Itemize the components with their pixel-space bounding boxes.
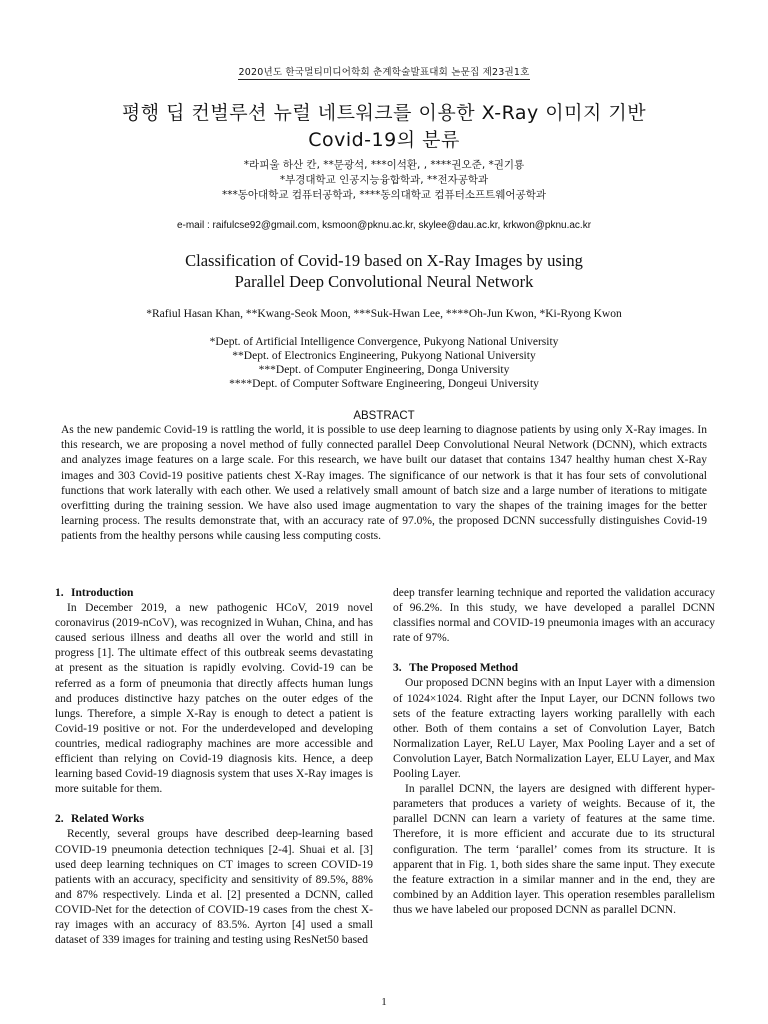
- affiliation-1: *Dept. of Artificial Intelligence Convergence, Pukyong National University: [209, 336, 559, 348]
- korean-affiliation-2: ***동아대학교 컴퓨터공학과, ****동의대학교 컴퓨터소프트웨어공학과: [222, 189, 546, 201]
- affiliation-4: ****Dept. of Computer Software Engineering, Dongeui University: [229, 378, 539, 390]
- left-column: [55, 586, 373, 948]
- running-head: [0, 64, 768, 78]
- section-title: Introduction: [71, 587, 134, 599]
- affiliation-3: ***Dept. of Computer Engineering, Donga University: [258, 364, 510, 376]
- english-authors: *Rafiul Hasan Khan, **Kwang-Seok Moon, ***Suk-Hwan Lee, ****Oh-Jun Kwon, *Ki-Ryong Kwon: [146, 308, 622, 320]
- section-number: 1.: [55, 587, 64, 599]
- section-heading-related-works: [55, 812, 373, 827]
- affiliation-2: **Dept. of Electronics Engineering, Pukyong National University: [232, 350, 536, 362]
- korean-authors-block: [0, 158, 768, 203]
- page-number: 1: [381, 996, 387, 1008]
- introduction-paragraph: In December 2019, a new pathogenic HCoV, 2019 novel coronavirus (2019-nCoV), was recognized in Wuhan, China, and has caused serious illness and deaths all over the world and still in progress [1]. The ultimate effect of this outbreak seems devastating at present as the situation is rapidly evolving. Covid-19 can be referred as a form of pneumonia that directly affects human lungs and produces distinctive hazy patches on the outer edges of the lungs. Therefore, a simple X-Ray is enough to detect a patient is Covid-19 positive or not. For the underdeveloped and developing countries, medical radiography machines are more accessible and efficient than relying on Covid-19 diagnosis kits. Hence, a deep learning based Covid-19 diagnosis system that uses X-Ray images is more suitable for them.: [55, 602, 373, 796]
- section-title: Related Works: [71, 813, 144, 826]
- korean-title-line-2: Covid-19의 분류: [308, 129, 460, 151]
- korean-author-names: *라피울 하산 칸, **문광석, ***이석환, , ****권오준, *권기룡: [243, 159, 525, 171]
- proposed-method-paragraph-1: Our proposed DCNN begins with an Input Layer with a dimension of 1024×1024. Right after the Input Layer, our DCNN follows two sets of the feature extracting layers working parallelly with each other. Both of them contains a set of Convolution Layer, Batch Normalization Layer, ReLU Layer, Max Pooling Layer and a set of Convolution Layer, Batch Normalization Layer, ELU Layer, and Max Pooling Layer.: [393, 677, 715, 781]
- proposed-method-paragraph-2: In parallel DCNN, the layers are designed with different hyper-parameters that produces a variety of weights. Because of it, the parallel DCNN can learn a variety of features at the same time. Therefore, it is more efficient and accurate due to its structural configuration. The term ‘parallel’ comes from its structure. It is apparent that in Fig. 1, both sides share the same input. They execute the feature extraction in a similar manner and in the end, they are combined by an Addition layer. This operation resembles parallelism thus we have labeled our proposed DCNN as parallel DCNN.: [393, 783, 715, 916]
- abstract-text: As the new pandemic Covid-19 is rattling the world, it is possible to use deep learning to diagnose patients by using only X-Ray images. In this research, we are proposing a novel method of fully connected parallel Deep Convolutional Neural Network (DCNN), which extracts and analyzes image features on a large scale. For this research, we have built our dataset that contains 1347 healthy human chest X-Ray images and 303 Covid-19 positive patients chest X-Ray images. The significance of our network is that it has four sets of convolutional functions that work laterally with each other. We used a relatively small amount of batch size and a large number of iterations to mitigate overfitting during the training session. We have also used image augmentation to vary the shapes of the training images for the better learning process. The results demonstrate that, with an accuracy rate of 97.0%, the proposed DCNN successfully distinguishes Covid-19 patients from the healthy persons while causing less computing costs.: [61, 424, 707, 543]
- korean-affiliation-1: *부경대학교 인공지능융합학과, **전자공학과: [279, 174, 489, 186]
- section-title: The Proposed Method: [409, 662, 519, 675]
- section-spacer: [55, 797, 373, 812]
- related-works-continued: deep transfer learning technique and reported the validation accuracy of 96.2%. In this study, we have developed a parallel DCNN classifies normal and COVID-19 pneumonia images with an accuracy rate of 97%.: [393, 587, 715, 645]
- related-works-paragraph: Recently, several groups have described deep-learning based COVID-19 pneumonia detection techniques [2-4]. Shuai et al. [3] used deep learning techniques on CT images to screen COVID-19 patients with an accuracy, specificity and sensitivity of 89.5%, 88% and 87% respectively. Linda et al. [2] presented a DCNN, called COVID-Net for the detection of COVID-19 cases from the chest X-ray images with an accuracy of 83.5%. Ayrton [4] used a small dataset of 339 images for training and testing using ResNet50 based: [55, 828, 373, 947]
- section-number: 3.: [393, 662, 402, 675]
- english-title: [0, 250, 768, 292]
- korean-title-line-1: 평행 딥 컨벌루션 뉴럴 네트워크를 이용한 X-Ray 이미지 기반: [121, 102, 647, 124]
- email-line: e-mail : raifulcse92@gmail.com, ksmoon@pknu.ac.kr, skylee@dau.ac.kr, krkwon@pknu.ac.kr: [176, 220, 592, 231]
- english-title-line-2: Parallel Deep Convolutional Neural Network: [234, 272, 534, 291]
- abstract-heading: ABSTRACT: [353, 410, 415, 422]
- section-heading-proposed-method: [393, 661, 715, 676]
- right-column: [393, 586, 715, 918]
- english-affiliations: [0, 335, 768, 391]
- section-spacer: [393, 646, 715, 661]
- korean-title: [0, 100, 768, 154]
- running-head-text: 2020년도 한국멀티미디어학회 춘계학술발표대회 논문집 제23권1호: [238, 67, 530, 78]
- section-heading-introduction: [55, 586, 373, 601]
- section-number: 2.: [55, 813, 64, 826]
- english-title-line-1: Classification of Covid-19 based on X-Ray Images by using: [185, 251, 583, 270]
